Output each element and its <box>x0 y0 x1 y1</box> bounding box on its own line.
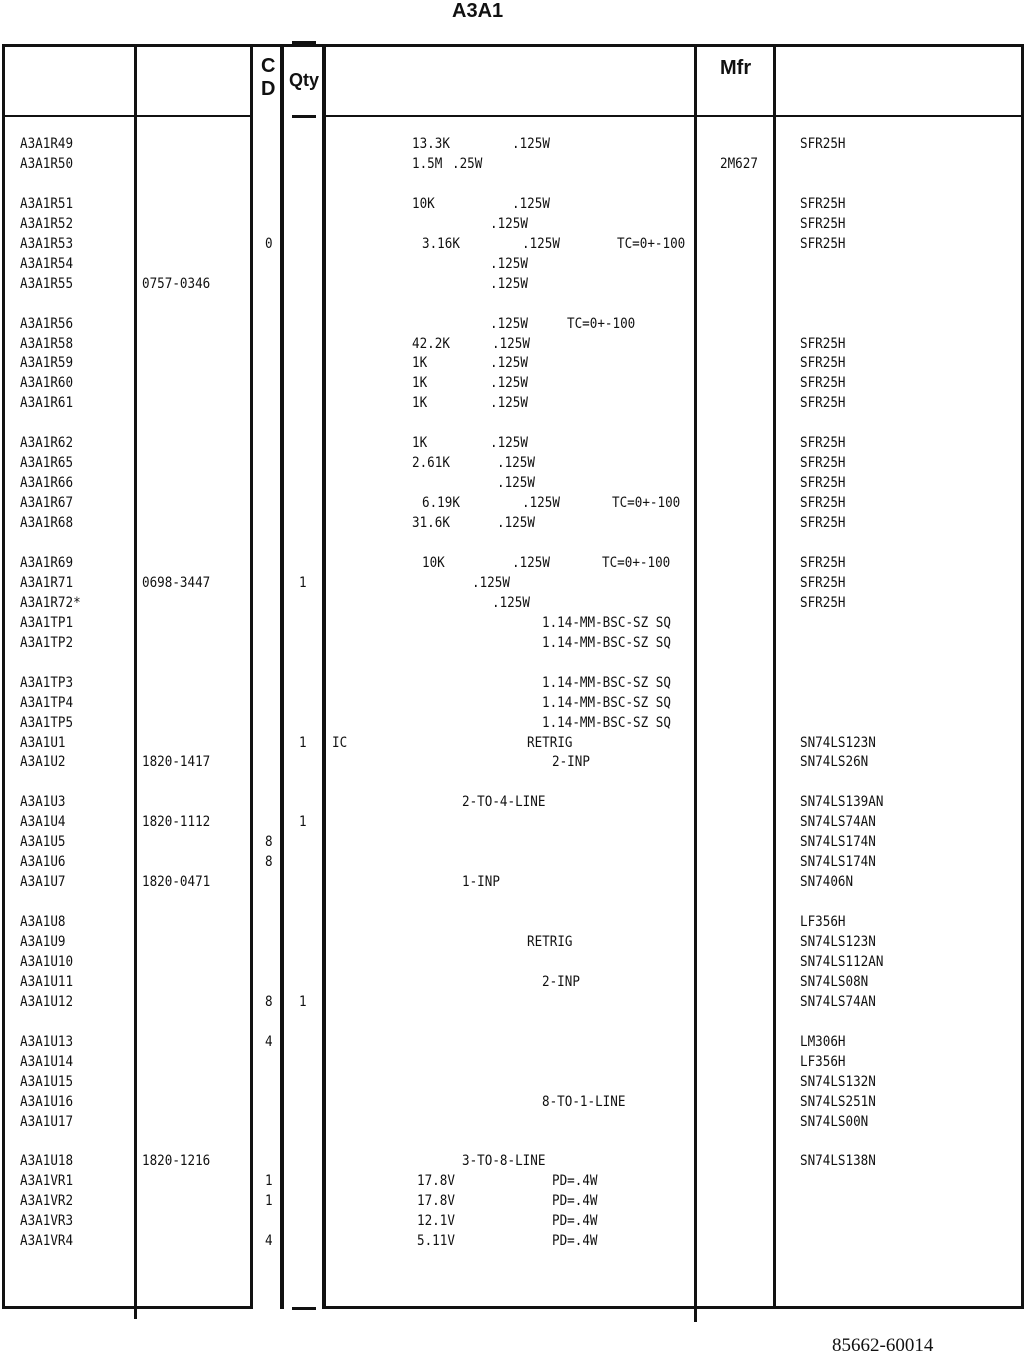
mfr-part-number: SN74LS139AN <box>800 794 884 811</box>
description-text: RETRIG <box>527 734 573 751</box>
page-title: A3A1 <box>452 0 504 22</box>
mfr-part-number: SFR25H <box>800 355 846 372</box>
description-text: 1.5M <box>412 155 443 172</box>
mfr-part-number: SFR25H <box>800 375 846 392</box>
ref-designator: A3A1R72* <box>20 594 81 611</box>
description-text: 2.61K <box>412 455 450 472</box>
description-text: .125W <box>490 355 528 372</box>
ref-designator: A3A1TP5 <box>20 714 74 731</box>
ref-designator: A3A1U9 <box>20 934 66 950</box>
ref-designator: A3A1U12 <box>20 993 74 1010</box>
ref-designator: A3A1TP2 <box>20 634 74 651</box>
mfr-part-number: SN74LS08N <box>800 973 869 990</box>
mfr-part-number: SFR25H <box>800 215 846 232</box>
ref-designator: A3A1R51 <box>20 195 74 212</box>
description-text: .125W <box>492 335 530 352</box>
description-text: 17.8V <box>417 1193 455 1210</box>
mfr-part-number: SN74LS00N <box>800 1113 869 1130</box>
quantity: 1 <box>299 574 307 591</box>
check-digit: 8 <box>265 854 273 871</box>
description-text: PD=.4W <box>552 1193 598 1210</box>
part-number: 1820-0471 <box>142 874 211 891</box>
ref-designator: A3A1U6 <box>20 854 66 871</box>
check-digit: 0 <box>265 235 273 252</box>
description-text: RETRIG <box>527 934 573 950</box>
description-text: 10K <box>412 195 435 212</box>
mfr-part-number: SFR25H <box>800 554 846 571</box>
ref-designator: A3A1R59 <box>20 355 74 372</box>
ref-designator: A3A1R54 <box>20 255 74 272</box>
description-text: .125W <box>490 395 528 412</box>
ref-designator: A3A1VR2 <box>20 1193 74 1210</box>
description-text: 3-TO-8-LINE <box>462 1153 546 1170</box>
description-text: 1K <box>412 355 428 372</box>
ref-designator: A3A1U2 <box>20 754 66 771</box>
mfr-part-number: SFR25H <box>800 455 846 472</box>
page-footer-number: 85662-60014 <box>832 1335 934 1356</box>
description-text: PD=.4W <box>552 1173 598 1190</box>
mfr-part-number: SN74LS138N <box>800 1153 876 1170</box>
mfr-part-number: LF356H <box>800 914 846 931</box>
ref-designator: A3A1R49 <box>20 136 74 152</box>
ref-designator: A3A1U16 <box>20 1093 74 1110</box>
ref-designator: A3A1R69 <box>20 554 74 571</box>
description-text: 2-INP <box>552 754 590 771</box>
mfr-part-number: SN74LS74AN <box>800 814 876 831</box>
header-mfr: Mfr <box>720 57 752 79</box>
description-text: TC=0+-100 <box>617 235 686 252</box>
description-text: .125W <box>497 515 535 532</box>
mfr-part-number: SN74LS174N <box>800 834 876 851</box>
part-number: 0757-0346 <box>142 275 211 292</box>
header-qty: Qty <box>289 70 320 90</box>
description-text: 8-TO-1-LINE <box>542 1093 626 1110</box>
ref-designator: A3A1R66 <box>20 475 74 492</box>
description-text: .25W <box>452 155 483 172</box>
description-text: 1-INP <box>462 874 500 891</box>
quantity: 1 <box>299 734 307 751</box>
mfr-part-number: SN74LS123N <box>800 734 876 751</box>
ref-designator: A3A1U11 <box>20 973 74 990</box>
check-digit: 1 <box>265 1173 273 1190</box>
ref-designator: A3A1U8 <box>20 914 66 931</box>
description-text: 13.3K <box>412 136 450 152</box>
ref-designator: A3A1VR3 <box>20 1213 74 1230</box>
ref-designator: A3A1VR1 <box>20 1173 74 1190</box>
description-text: 1.14-MM-BSC-SZ SQ <box>542 614 671 631</box>
ref-designator: A3A1R60 <box>20 375 74 392</box>
description-text: .125W <box>490 255 528 272</box>
ref-designator: A3A1R61 <box>20 395 74 412</box>
description-text: 31.6K <box>412 515 450 532</box>
mfr-part-number: SFR25H <box>800 495 846 512</box>
description-text: .125W <box>490 375 528 392</box>
mfr-part-number: SN74LS26N <box>800 754 869 771</box>
description-text: 10K <box>422 554 445 571</box>
description-text: .125W <box>522 495 560 512</box>
ref-designator: A3A1R62 <box>20 435 74 452</box>
description-text: 1.14-MM-BSC-SZ SQ <box>542 674 671 691</box>
header-cd-bottom: D <box>261 78 276 100</box>
mfr-part-number: SFR25H <box>800 335 846 352</box>
description-text: 6.19K <box>422 495 460 512</box>
mfr-part-number: SN74LS123N <box>800 934 876 950</box>
description-text: IC <box>332 734 348 751</box>
check-digit: 4 <box>265 1233 273 1250</box>
description-text: TC=0+-100 <box>567 315 636 332</box>
mfr-code: 2M627 <box>720 155 758 172</box>
description-text: .125W <box>512 136 550 152</box>
ref-designator: A3A1U1 <box>20 734 66 751</box>
ref-designator: A3A1R52 <box>20 215 74 232</box>
mfr-part-number: SFR25H <box>800 136 846 152</box>
description-text: .125W <box>490 435 528 452</box>
description-text: 1.14-MM-BSC-SZ SQ <box>542 694 671 711</box>
ref-designator: A3A1TP3 <box>20 674 74 691</box>
description-text: 1.14-MM-BSC-SZ SQ <box>542 634 671 651</box>
mfr-part-number: SFR25H <box>800 195 846 212</box>
mfr-part-number: SFR25H <box>800 395 846 412</box>
description-text: .125W <box>522 235 560 252</box>
ref-designator: A3A1R53 <box>20 235 74 252</box>
mfr-part-number: SFR25H <box>800 235 846 252</box>
description-text: 1K <box>412 395 428 412</box>
ref-designator: A3A1U4 <box>20 814 66 831</box>
ref-designator: A3A1U3 <box>20 794 66 811</box>
ref-designator: A3A1U17 <box>20 1113 74 1130</box>
description-text: .125W <box>492 594 530 611</box>
description-text: PD=.4W <box>552 1233 598 1250</box>
ref-designator: A3A1U7 <box>20 874 66 891</box>
ref-designator: A3A1U14 <box>20 1053 74 1070</box>
check-digit: 8 <box>265 834 273 851</box>
description-text: .125W <box>490 215 528 232</box>
description-text: .125W <box>512 195 550 212</box>
ref-designator: A3A1R65 <box>20 455 74 472</box>
ref-designator: A3A1R58 <box>20 335 74 352</box>
mfr-part-number: SFR25H <box>800 594 846 611</box>
ref-designator: A3A1R67 <box>20 495 74 512</box>
description-text: 42.2K <box>412 335 450 352</box>
description-text: PD=.4W <box>552 1213 598 1230</box>
quantity: 1 <box>299 993 307 1010</box>
description-text: TC=0+-100 <box>602 554 671 571</box>
ref-designator: A3A1U15 <box>20 1073 74 1090</box>
mfr-part-number: SFR25H <box>800 515 846 532</box>
ref-designator: A3A1U5 <box>20 834 66 851</box>
ref-designator: A3A1U18 <box>20 1153 74 1170</box>
description-text: 12.1V <box>417 1213 455 1230</box>
quantity: 1 <box>299 814 307 831</box>
mfr-part-number: SN74LS74AN <box>800 993 876 1010</box>
ref-designator: A3A1R56 <box>20 315 74 332</box>
description-text: 5.11V <box>417 1233 455 1250</box>
description-text: TC=0+-100 <box>612 495 681 512</box>
ref-designator: A3A1U10 <box>20 953 74 970</box>
check-digit: 8 <box>265 993 273 1010</box>
ref-designator: A3A1R55 <box>20 275 74 292</box>
description-text: 2-TO-4-LINE <box>462 794 546 811</box>
mfr-part-number: SFR25H <box>800 574 846 591</box>
description-text: 1.14-MM-BSC-SZ SQ <box>542 714 671 731</box>
check-digit: 1 <box>265 1193 273 1210</box>
description-text: .125W <box>497 455 535 472</box>
description-text: .125W <box>490 315 528 332</box>
ref-designator: A3A1TP4 <box>20 694 74 711</box>
description-text: 3.16K <box>422 235 460 252</box>
ref-designator: A3A1R71 <box>20 574 74 591</box>
part-number: 1820-1417 <box>142 754 211 771</box>
part-number: 1820-1112 <box>142 814 211 831</box>
description-text: 17.8V <box>417 1173 455 1190</box>
description-text: 2-INP <box>542 973 580 990</box>
ref-designator: A3A1VR4 <box>20 1233 74 1250</box>
mfr-part-number: SN74LS174N <box>800 854 876 871</box>
mfr-part-number: SN7406N <box>800 874 854 891</box>
header-cd-top: C <box>261 55 276 77</box>
mfr-part-number: SN74LS251N <box>800 1093 876 1110</box>
description-text: .125W <box>472 574 510 591</box>
ref-designator: A3A1U13 <box>20 1033 74 1050</box>
part-number: 0698-3447 <box>142 574 211 591</box>
mfr-part-number: LM306H <box>800 1033 846 1050</box>
mfr-part-number: SFR25H <box>800 435 846 452</box>
check-digit: 4 <box>265 1033 273 1050</box>
ref-designator: A3A1R50 <box>20 155 74 172</box>
description-text: 1K <box>412 375 428 392</box>
part-number: 1820-1216 <box>142 1153 211 1170</box>
description-text: .125W <box>490 275 528 292</box>
description-text: .125W <box>512 554 550 571</box>
ref-designator: A3A1R68 <box>20 515 74 532</box>
mfr-part-number: SFR25H <box>800 475 846 492</box>
ref-designator: A3A1TP1 <box>20 614 74 631</box>
mfr-part-number: SN74LS132N <box>800 1073 876 1090</box>
description-text: 1K <box>412 435 428 452</box>
mfr-part-number: LF356H <box>800 1053 846 1070</box>
description-text: .125W <box>497 475 535 492</box>
mfr-part-number: SN74LS112AN <box>800 953 884 970</box>
